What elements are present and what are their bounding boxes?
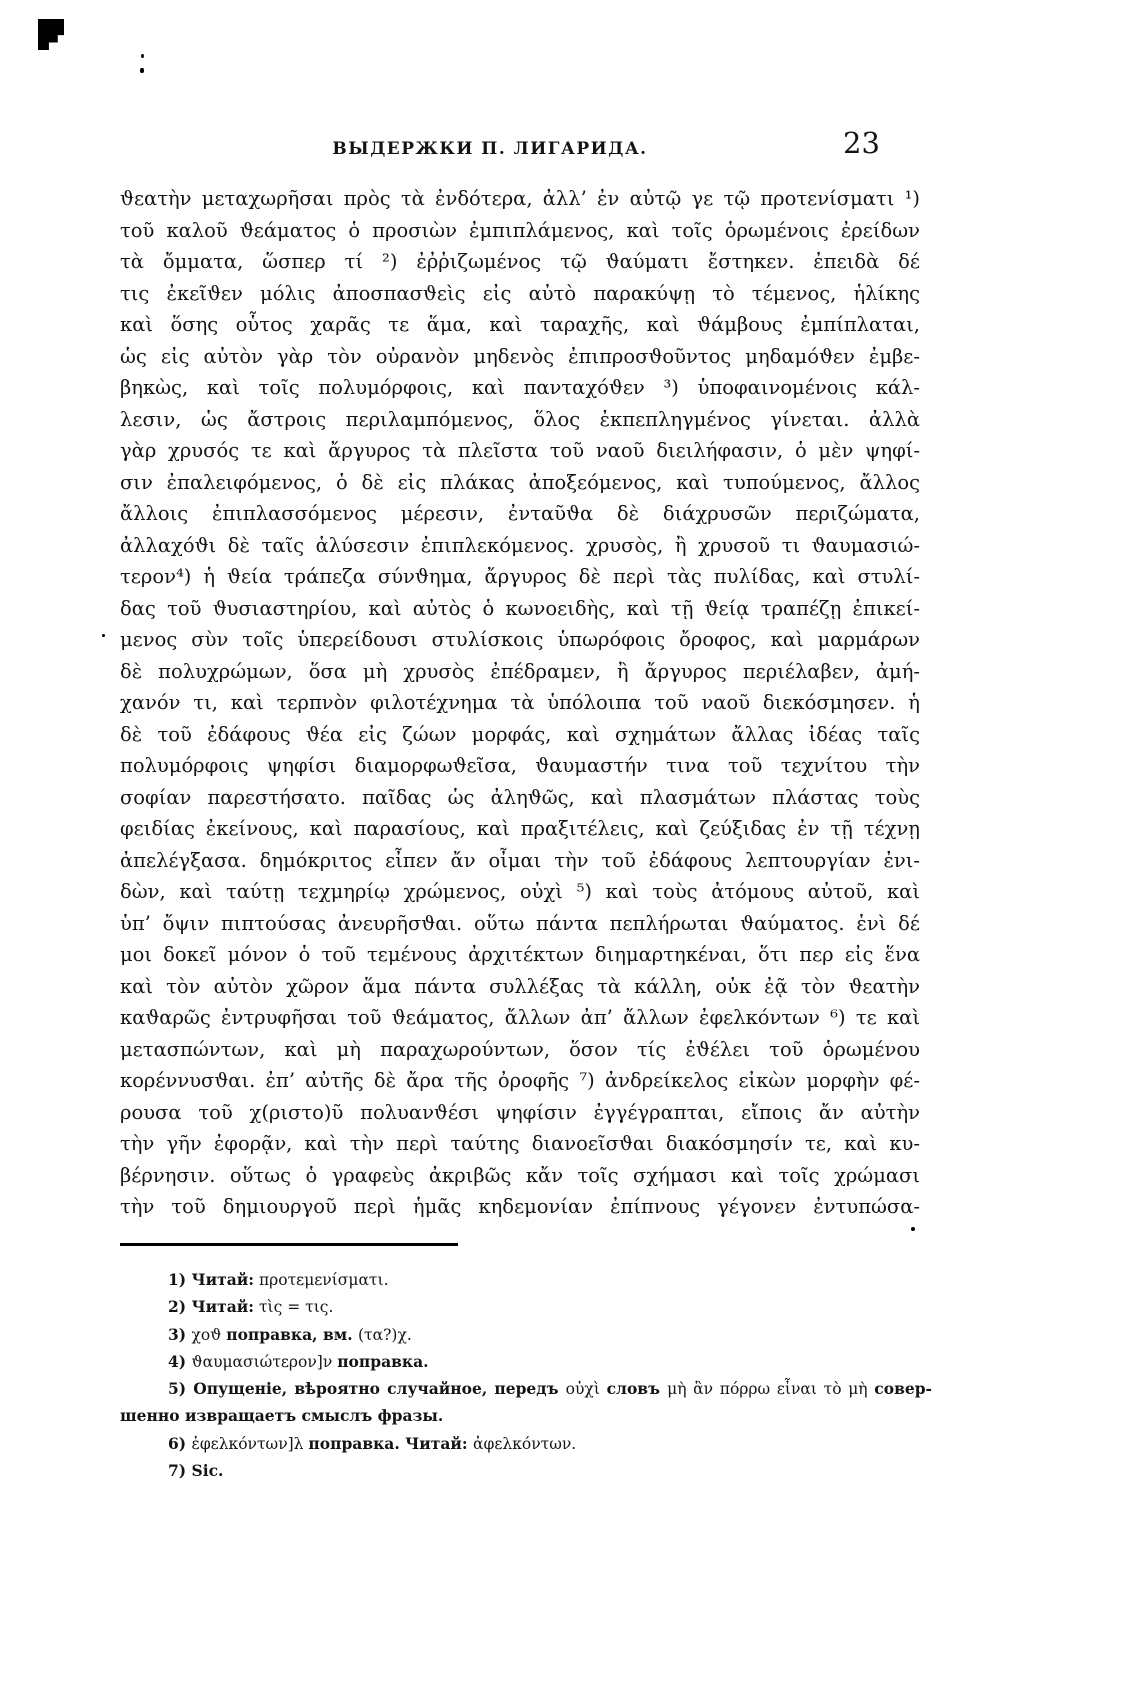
footnote-segment: 5) Опущеніе, вѣроятно случайное, передъ xyxy=(168,1379,566,1399)
footnote-segment: 3) xyxy=(168,1324,192,1344)
ink-speck xyxy=(911,1227,915,1231)
body-text-line: τὰ ὄμματα, ὥσπερ τί ²) ἐῤῥιζωμένος τῷ ϑαύματι ἔστηκεν. ἐπειδὰ δέ xyxy=(120,250,920,273)
footnote-segment: 1) Читай: xyxy=(168,1270,255,1289)
footnote-segment: 4) xyxy=(168,1351,192,1371)
body-text-line: τὴν τοῦ δημιουργοῦ περὶ ἡμᾶς κηδεμονίαν ἐπίπνους γέγονεν ἐντυπώσα- xyxy=(120,1195,920,1218)
footnote-segment: ϑαυμασιώτερον]ν xyxy=(191,1352,338,1371)
body-text-line: τοῦ καλοῦ ϑεάματος ὁ προσιὼν ἐμπιπλάμενος, καὶ τοῖς ὁρωμένοις ἐρείδων xyxy=(120,218,920,242)
body-text-line: βηκὼς, καὶ τοῖς πολυμόρφοις, καὶ πανταχόϑεν ³) ὑποφαινομένοις κάλ- xyxy=(120,376,920,399)
footnote-segment: ἐφελκόντων]λ xyxy=(191,1434,309,1453)
footnote-segment: προτεμενίσματι. xyxy=(254,1271,389,1289)
body-text-line: κορέννυσϑαι. ἐπ’ αὐτῆς δὲ ἄρα τῆς ὀροφῆς ⁷) ἀνδρείκελος εἰκὼν μορφὴν φέ- xyxy=(120,1069,920,1092)
ink-speck xyxy=(141,54,144,58)
footnote-segment: поправка. xyxy=(337,1351,429,1371)
footnote-line xyxy=(120,1430,932,1457)
body-text-line: δὲ πολυχρώμων, ὅσα μὴ χρυσὸς ἐπέδραμεν, ἢ ἄργυρος περιέλαβεν, ἀμή- xyxy=(120,659,920,683)
footnote-line xyxy=(120,1321,932,1348)
body-text-line: χανόν τι, καὶ τερπνὸν φιλοτέχνημα τὰ ὑπόλοιπα τοῦ ναοῦ διεκόσμησεν. ἡ xyxy=(120,691,920,714)
body-text-line: ἄλλοις ἐπιπλασσόμενος μέρεσιν, ἐνταῦϑα δὲ διάχρυσῶν περιζώματα, xyxy=(120,502,920,525)
body-text-line: δὲ τοῦ ἐδάφους ϑέα εἰς ζώων μορφάς, καὶ σχημάτων ἄλλας ἰδέας ταῖς xyxy=(120,722,920,746)
body-text-line: σοφίαν παρεστήσατο. παῖδας ὡς ἀληϑῶς, καὶ πλασμάτων πλάστας τοὺς xyxy=(120,785,920,809)
main-text-block xyxy=(120,183,920,1223)
body-text-line: ρουσα τοῦ χ(ριστο)ῦ πολυανϑέσι ψηφίσιν ἐγγέγραπται, εἴποις ἄν αὐτὴν xyxy=(120,1100,920,1124)
footnotes-block xyxy=(120,1266,932,1484)
footnote-segment: поправка. Читай: xyxy=(308,1433,474,1453)
footnote-segment: οὐχὶ xyxy=(565,1380,607,1399)
body-text-line: τις ἐκεῖϑεν μόλις ἀποσπασϑεὶς εἰς αὐτὸ παρακύψῃ τὸ τέμενος, ἡλίκης xyxy=(120,281,920,305)
body-text-line: καϑαρῶς ἐντρυφῆσαι τοῦ ϑεάματος, ἄλλων ἀπ’ ἄλλων ἐφελκόντων ⁶) τε καὶ xyxy=(120,1006,920,1029)
page-number: 23 xyxy=(843,126,880,160)
footnote-line xyxy=(120,1375,932,1402)
body-text-line: ὑπ’ ὄψιν πιπτούσας ἀνευρῆσϑαι. οὕτω πάντα πεπλήρωται ϑαύματος. ἑνὶ δέ xyxy=(120,911,920,935)
footnote-segment: χοϑ xyxy=(191,1325,227,1344)
footnote-line xyxy=(120,1266,932,1293)
ink-speck xyxy=(140,68,144,73)
body-text-line: ἀπελέγξασα. δημόκριτος εἶπεν ἄν οἶμαι τὴν τοῦ ἐδάφους λεπτουργίαν ἐνι- xyxy=(120,848,920,872)
footnote-line xyxy=(120,1293,932,1320)
footnote-segment: ἀφελκόντων. xyxy=(473,1434,577,1453)
body-text-line: δας τοῦ ϑυσιαστηρίου, καὶ αὐτὸς ὁ κωνοειδὴς, καὶ τῇ ϑείᾳ τραπέζῃ ἐπικεί- xyxy=(120,596,920,620)
body-text-line: λεσιν, ὡς ἄστροις περιλαμπόμενος, ὅλος ἐκπεπληγμένος γίνεται. ἀλλὰ xyxy=(120,407,920,431)
body-text-line: δὼν, καὶ ταύτῃ τεχμηρίῳ χρώμενος, οὐχὶ ⁵) καὶ τοὺς ἀτόμους αὐτοῦ, καὶ xyxy=(120,880,920,903)
body-text-line: ἀλλαχόϑι δὲ ταῖς ἁλύσεσιν ἐπιπλεκόμενος. χρυσὸς, ἢ χρυσοῦ τι ϑαυμασιώ- xyxy=(120,533,920,557)
footnote-separator-rule xyxy=(120,1243,458,1246)
body-text-line: πολυμόρφοις ψηφίσι διαμορφωϑεῖσα, ϑαυμαστήν τινα τοῦ τεχνίτου τὴν xyxy=(120,754,920,777)
ink-smudge xyxy=(38,19,64,50)
footnote-line-continuation xyxy=(120,1402,932,1429)
body-text-line: ϑεατὴν μεταχωρῆσαι πρὸς τὰ ἐνδότερα, ἀλλ’ ἐν αὐτῷ γε τῷ προτενίσματι ¹) xyxy=(120,187,920,210)
body-text-line: τὴν γῆν ἐφορᾷν, καὶ τὴν περὶ ταύτης διανοεῖσϑαι διακόσμησίν τε, καὶ κυ- xyxy=(120,1132,920,1155)
footnote-segment: словъ xyxy=(606,1379,668,1399)
footnote-segment: 7) Sic. xyxy=(168,1461,224,1481)
body-text-line: σιν ἐπαλειφόμενος, ὁ δὲ εἰς πλάκας ἀποξεόμενος, καὶ τυπούμενος, ἄλλος xyxy=(120,470,920,494)
body-text-line: μενος σὺν τοῖς ὑπερείδουσι στυλίσκοις ὑπωρόφοις ὄροφος, καὶ μαρμάρων xyxy=(120,628,920,651)
footnote-line xyxy=(120,1348,932,1375)
footnote-segment: шенно извращаетъ смыслъ фразы. xyxy=(120,1406,444,1426)
footnote-segment: τὶς = τις. xyxy=(254,1298,334,1317)
footnote-segment: μὴ ἂν πόρρω εἶναι τὸ μὴ xyxy=(667,1380,875,1399)
footnote-segment: (τα?)χ. xyxy=(358,1325,412,1344)
body-text-line: καὶ τὸν αὐτὸν χῶρον ἅμα πάντα συλλέξας τὰ κάλλη, οὐκ ἐᾷ τὸν ϑεατὴν xyxy=(120,974,920,998)
body-text-line: φειδίας ἐκείνους, καὶ παρασίους, καὶ πραξιτέλεις, καὶ ζεύξιδας ἐν τῇ τέχνῃ xyxy=(120,817,920,840)
running-header-title: ВЫДЕРЖКИ П. ЛИГАРИДА. xyxy=(332,139,648,159)
footnote-segment: 6) xyxy=(168,1433,192,1453)
body-text-line: βέρνησιν. οὕτως ὁ γραφεὺς ἀκριβῶς κἄν τοῖς σχήμασι καὶ τοῖς χρώμασι xyxy=(120,1163,920,1187)
body-text-line: μοι δοκεῖ μόνον ὁ τοῦ τεμένους ἀρχιτέκτων διημαρτηκέναι, ὅτι περ εἰς ἕνα xyxy=(120,943,920,966)
footnote-segment: поправка, вм. xyxy=(226,1324,358,1344)
body-text-line: καὶ ὅσης οὗτος χαρᾶς τε ἅμα, καὶ ταραχῆς, καὶ ϑάμβους ἐμπίπλαται, xyxy=(120,313,920,336)
footnote-line xyxy=(120,1457,932,1484)
footnote-segment: 2) Читай: xyxy=(168,1297,255,1317)
body-text-line: ὡς εἰς αὐτὸν γὰρ τὸν οὐρανὸν μηδενὸς ἐπιπροσϑοῦντος μηδαμόϑεν ἐμβε- xyxy=(120,344,920,368)
ink-speck xyxy=(102,634,105,637)
footnote-segment: совер- xyxy=(874,1379,932,1399)
body-text-line: μετασπώντων, καὶ μὴ παραχωρούντων, ὅσον τίς ἐϑέλει τοῦ ὁρωμένου xyxy=(120,1037,920,1061)
body-text-line: γὰρ χρυσός τε καὶ ἄργυρος τὰ πλεῖστα τοῦ ναοῦ διειλήφασιν, ὁ μὲν ψηφί- xyxy=(120,439,920,462)
body-text-line: τερον⁴) ἡ ϑεία τράπεζα σύνϑημα, ἄργυρος δὲ περὶ τὰς πυλίδας, καὶ στυλί- xyxy=(120,565,920,588)
